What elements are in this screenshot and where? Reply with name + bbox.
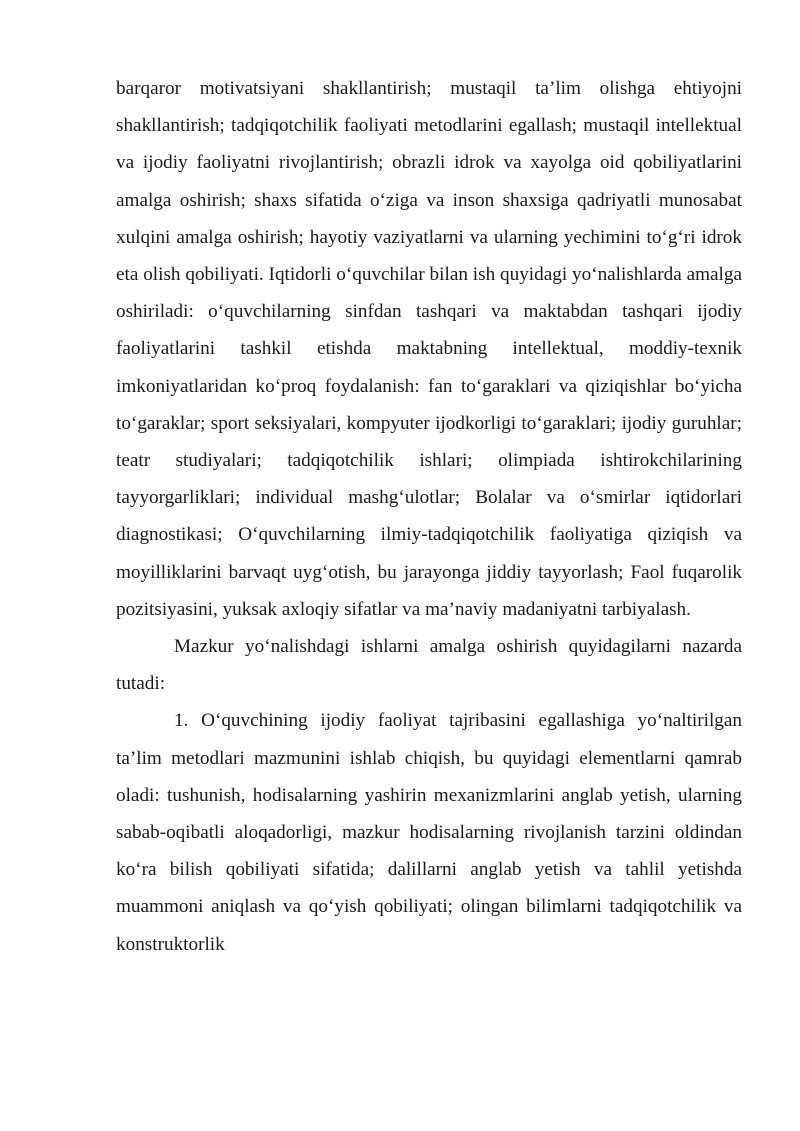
document-page bbox=[116, 70, 742, 963]
paragraph-continuation: barqaror motivatsiyani shakllantirish; mustaqil ta’lim olishga ehtiyojni shakllantirish; tadqiqotchilik faoliyati metodlarini egallash; mustaqil intellektual va ijodiy faoliyatni rivojlantirish; obrazli idrok va xayolga oid qobiliyatlarini amalga oshirish; shaxs sifatida o‘ziga va inson shaxsiga qadriyatli munosabat xulqini amalga oshirish; hayotiy vaziyatlarni va ularning yechimini to‘g‘ri idrok eta olish qobiliyati. Iqtidorli o‘quvchilar bilan ish quyidagi yo‘nalishlarda amalga oshiriladi: o‘quvchilarning sinfdan tashqari va maktabdan tashqari ijodiy faoliyatlarini tashkil etishda maktabning intellektual, moddiy-texnik imkoniyatlaridan ko‘proq foydalanish: fan to‘garaklari va qiziqishlar bo‘yicha to‘garaklar; sport seksiyalari, kompyuter ijodkorligi to‘garaklari; ijodiy guruhlar; teatr studiyalari; tadqiqotchilik ishlari; olimpiada ishtirokchilarining tayyorgarliklari; individual mashg‘ulotlar; Bolalar va o‘smirlar iqtidorlari diagnostikasi; O‘quvchilarning ilmiy-tadqiqotchilik faoliyatiga qiziqish va moyilliklarini barvaqt uyg‘otish, bu jarayonga jiddiy tayyorlash; Faol fuqarolik pozitsiyasini, yuksak axloqiy sifatlar va ma’naviy madaniyatni tarbiyalash. bbox=[116, 78, 742, 620]
paragraph-item-1: 1. O‘quvchining ijodiy faoliyat tajribasini egallashiga yo‘naltirilgan ta’lim metodlari mazmunini ishlab chiqish, bu quyidagi elementlarni qamrab oladi: tushunish, hodisalarning yashirin mexanizmlarini anglab yetish, ularning sabab-oqibatli aloqadorligi, mazkur hodisalarning rivojlanish tarzini oldindan ko‘ra bilish qobiliyati sifatida; dalillarni anglab yetish va tahlil yetishda muammoni aniqlash va qo‘yish qobiliyati; olingan bilimlarni tadqiqotchilik va konstruktorlik bbox=[116, 710, 742, 955]
paragraph-directions-intro: Mazkur yo‘nalishdagi ishlarni amalga oshirish quyidagilarni nazarda tutadi: bbox=[116, 636, 742, 695]
